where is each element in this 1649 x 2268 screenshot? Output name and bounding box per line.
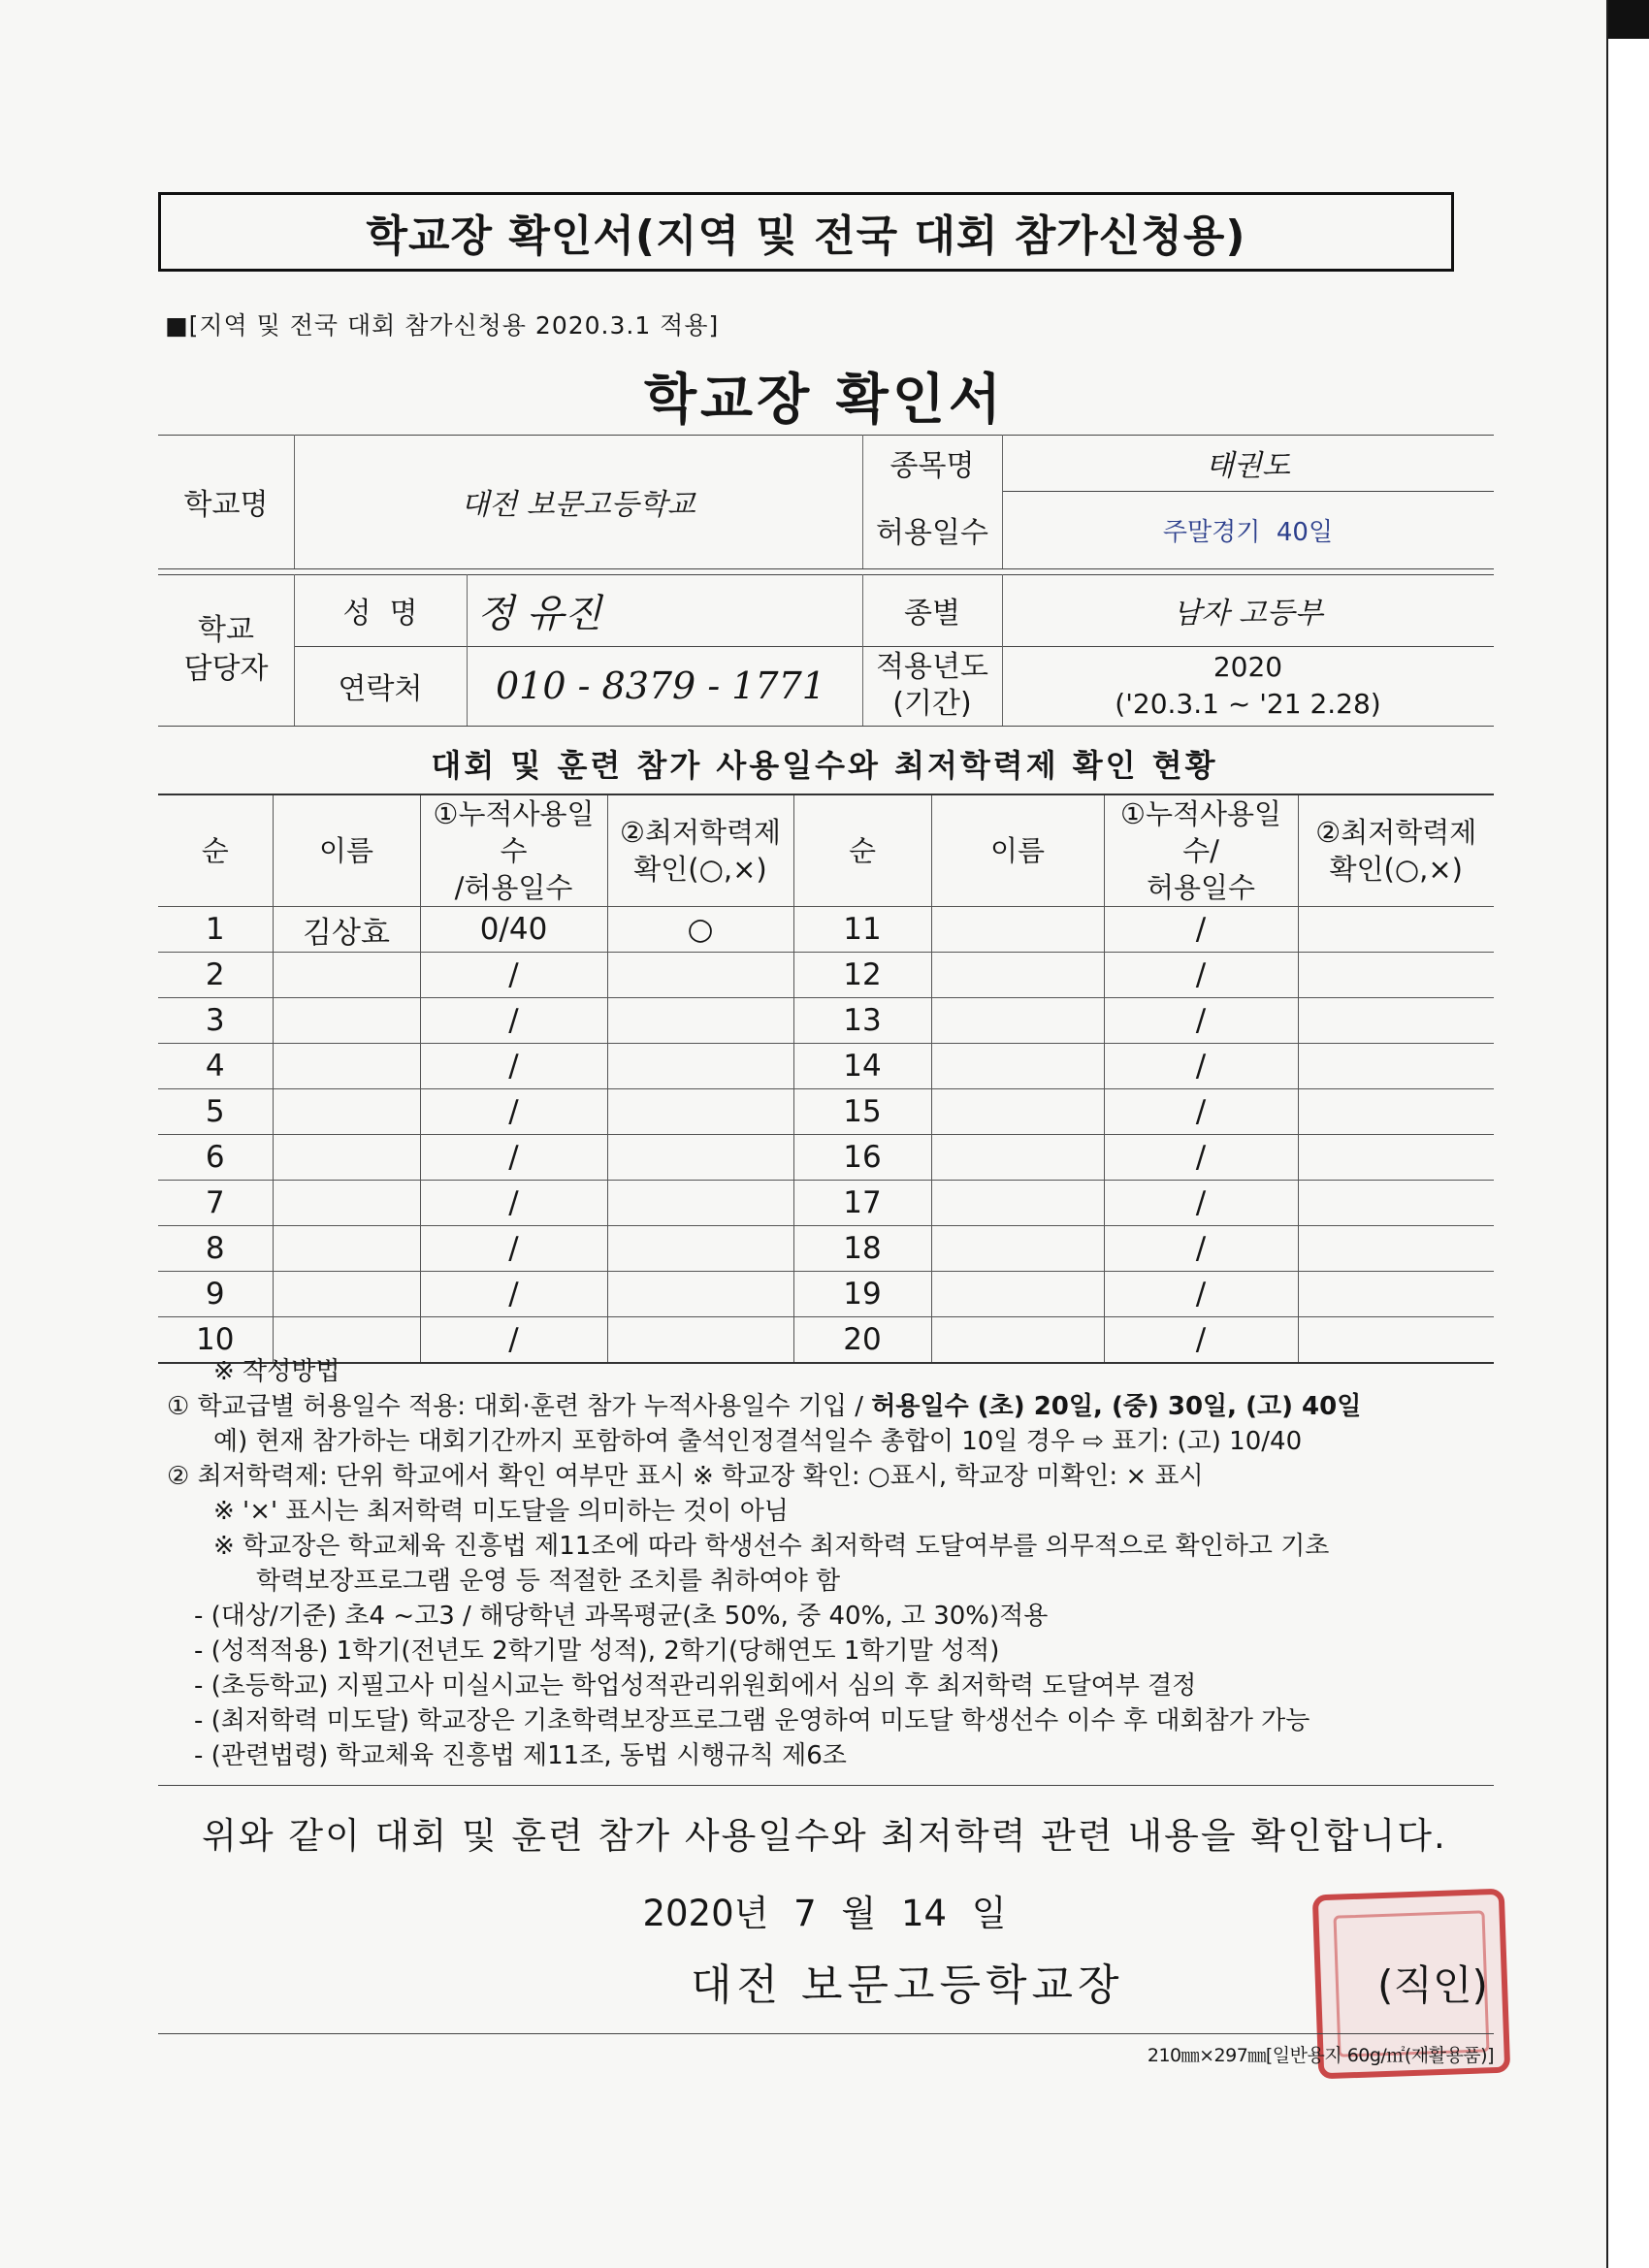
- academic-check: [1298, 1044, 1494, 1089]
- usage-days: /: [420, 1181, 607, 1226]
- note-1-text: ① 학교급별 허용일수 적용: 대회·훈련 참가 누적사용일수 기입 /: [167, 1392, 872, 1421]
- note-1: [167, 1389, 1505, 1424]
- student-name: [931, 1089, 1104, 1135]
- table-row: [158, 998, 1494, 1044]
- academic-check: [1298, 1181, 1494, 1226]
- usage-days: /: [1104, 907, 1298, 953]
- student-name: [273, 1044, 420, 1089]
- usage-days: /: [1104, 1272, 1298, 1317]
- detail-5: - (관련법령) 학교체육 진흥법 제11조, 동법 시행규칙 제6조: [194, 1741, 847, 1770]
- row-number: 16: [793, 1135, 931, 1181]
- academic-check: [607, 1272, 793, 1317]
- academic-check: [607, 1226, 793, 1272]
- table-row: [158, 1181, 1494, 1226]
- student-name: [931, 907, 1104, 953]
- instructions: [167, 1354, 1505, 1773]
- col-header-name-right: 이름: [931, 794, 1104, 907]
- usage-days: /: [420, 1317, 607, 1364]
- student-name: [273, 1272, 420, 1317]
- student-name: [931, 998, 1104, 1044]
- academic-check: [1298, 1272, 1494, 1317]
- table-row: [158, 907, 1494, 953]
- category-value: 남자 고등부: [1173, 597, 1323, 631]
- academic-check: [1298, 953, 1494, 998]
- row-number: 9: [158, 1272, 273, 1317]
- usage-table: [158, 794, 1494, 1364]
- student-name: [273, 1181, 420, 1226]
- usage-days: /: [1104, 1226, 1298, 1272]
- allowed-days-value: 주말경기 40일: [1162, 517, 1334, 547]
- info-table: [158, 435, 1494, 726]
- note-4: ※ 학교장은 학교체육 진흥법 제11조에 따라 학생선수 최저학력 도달여부를 의무적으로 확인하고 기초: [213, 1532, 1330, 1561]
- col-header-usage-right: ①누적사용일수/ 허용일수: [1104, 794, 1298, 907]
- student-name: [273, 1226, 420, 1272]
- row-number: 14: [793, 1044, 931, 1089]
- academic-check: [607, 1181, 793, 1226]
- academic-check: [607, 1089, 793, 1135]
- academic-check: [607, 1135, 793, 1181]
- row-number: 3: [158, 998, 273, 1044]
- student-name: [273, 953, 420, 998]
- academic-check: [1298, 907, 1494, 953]
- contact-label: 연락처: [338, 672, 423, 706]
- usage-days: /: [420, 1272, 607, 1317]
- school-name-value: 대전 보문고등학교: [461, 488, 695, 522]
- usage-days: /: [1104, 1089, 1298, 1135]
- student-name: [931, 1044, 1104, 1089]
- table-row: [158, 1272, 1494, 1317]
- table-row: [158, 1089, 1494, 1135]
- academic-check: [607, 953, 793, 998]
- contact-value: 010 - 8379 - 1771: [496, 664, 825, 707]
- row-number: 13: [793, 998, 931, 1044]
- confirmation-text: 위와 같이 대회 및 훈련 참가 사용일수와 최저학력 관련 내용을 확인합니다.: [202, 1815, 1447, 1857]
- row-number: 7: [158, 1181, 273, 1226]
- col-header-usage: ①누적사용일수 /허용일수: [420, 794, 607, 907]
- banner-title: 학교장 확인서(지역 및 전국 대회 참가신청용): [158, 192, 1454, 272]
- usage-days: /: [420, 1044, 607, 1089]
- usage-days: /: [420, 1135, 607, 1181]
- academic-check: [607, 1044, 793, 1089]
- table-row: [158, 953, 1494, 998]
- usage-table-title: 대회 및 훈련 참가 사용일수와 최저학력제 확인 현황: [431, 747, 1218, 784]
- row-number: 17: [793, 1181, 931, 1226]
- row-number: 4: [158, 1044, 273, 1089]
- usage-days: 0/40: [420, 907, 607, 953]
- detail-1: - (대상/기준) 초4 ~고3 / 해당학년 과목평균(초 50%, 중 40%, 고 30%)적용: [194, 1602, 1049, 1631]
- table-row: [158, 1044, 1494, 1089]
- note-2: ② 최저학력제: 단위 학교에서 확인 여부만 표시 ※ 학교장 확인: ○표시, 학교장 미확인: × 표시: [167, 1462, 1204, 1491]
- note-1-bold: 허용일수 (초) 20일, (중) 30일, (고) 40일: [871, 1392, 1362, 1421]
- note-3: ※ '×' 표시는 최저학력 미도달을 의미하는 것이 아님: [213, 1497, 789, 1526]
- row-number: 10: [158, 1317, 273, 1364]
- paper-spec: 210㎜×297㎜[일반용지 60g/㎡(재활용품)]: [1147, 2045, 1494, 2066]
- allowed-days-label: 허용일수: [876, 516, 988, 550]
- manager-label: 학교 담당자: [183, 613, 269, 686]
- col-header-name: 이름: [273, 794, 420, 907]
- seal-label: (직인): [1377, 1961, 1488, 2009]
- usage-days: /: [1104, 953, 1298, 998]
- category-label: 종별: [904, 597, 960, 631]
- notes-heading: ※ 작성방법: [213, 1357, 340, 1386]
- row-number: 15: [793, 1089, 931, 1135]
- detail-2: - (성적적용) 1학기(전년도 2학기말 성적), 2학기(당해연도 1학기말 성적): [194, 1636, 1000, 1666]
- principal-signature: 대전 보문고등학교장: [691, 1960, 1124, 2010]
- scan-corner: [1608, 0, 1649, 39]
- year-label: 적용년도 (기간): [876, 650, 988, 721]
- academic-check: [1298, 998, 1494, 1044]
- student-name: [273, 998, 420, 1044]
- student-name: [931, 1226, 1104, 1272]
- issue-date: 2020년 7 월 14 일: [642, 1893, 1007, 1934]
- col-header-no: 순: [158, 794, 273, 907]
- row-number: 5: [158, 1089, 273, 1135]
- note-1-example: 예) 현재 참가하는 대회기간까지 포함하여 출석인정결석일수 총합이 10일 경우 ⇨ 표기: (고) 10/40: [213, 1427, 1303, 1456]
- academic-check: [1298, 1089, 1494, 1135]
- col-header-check-right: ②최저학력제 확인(○,×): [1298, 794, 1494, 907]
- row-number: 1: [158, 907, 273, 953]
- academic-check: ○: [607, 907, 793, 953]
- usage-days: /: [1104, 1181, 1298, 1226]
- table-row: [158, 1226, 1494, 1272]
- school-name-label: 학교명: [183, 488, 269, 522]
- col-header-no-right: 순: [793, 794, 931, 907]
- row-number: 8: [158, 1226, 273, 1272]
- academic-check: [1298, 1226, 1494, 1272]
- sport-value: 태권도: [1206, 449, 1290, 483]
- person-name-label: 성 명: [342, 597, 418, 631]
- row-number: 20: [793, 1317, 931, 1364]
- usage-days: /: [420, 1226, 607, 1272]
- student-name: 김상효: [273, 907, 420, 953]
- usage-days: /: [1104, 1135, 1298, 1181]
- student-name: [931, 1135, 1104, 1181]
- row-number: 12: [793, 953, 931, 998]
- row-number: 18: [793, 1226, 931, 1272]
- detail-3: - (초등학교) 지필고사 미실시교는 학업성적관리위원회에서 심의 후 최저학력 도달여부 결정: [194, 1671, 1197, 1701]
- row-number: 11: [793, 907, 931, 953]
- usage-days: /: [420, 1089, 607, 1135]
- year-value: 2020 ('20.3.1 ~ '21 2.28): [1115, 651, 1381, 720]
- applicable-note: ■[지역 및 전국 대회 참가신청용 2020.3.1 적용]: [165, 311, 720, 340]
- table-row: [158, 1135, 1494, 1181]
- usage-days: /: [1104, 1317, 1298, 1364]
- student-name: [273, 1089, 420, 1135]
- academic-check: [607, 998, 793, 1044]
- student-name: [931, 1181, 1104, 1226]
- footer-divider: [158, 2033, 1494, 2034]
- academic-check: [1298, 1135, 1494, 1181]
- student-name: [931, 1272, 1104, 1317]
- sport-label: 종목명: [889, 449, 975, 483]
- row-number: 6: [158, 1135, 273, 1181]
- divider: [158, 1785, 1494, 1786]
- usage-days: /: [1104, 998, 1298, 1044]
- page-title: 학교장 확인서: [643, 369, 1006, 432]
- row-number: 2: [158, 953, 273, 998]
- usage-days: /: [420, 953, 607, 998]
- student-name: [273, 1135, 420, 1181]
- row-number: 19: [793, 1272, 931, 1317]
- usage-days: /: [420, 998, 607, 1044]
- detail-4: - (최저학력 미도달) 학교장은 기초학력보장프로그램 운영하여 미도달 학생선수 이수 후 대회참가 가능: [194, 1706, 1310, 1735]
- note-4-cont: 학력보장프로그램 운영 등 적절한 조치를 취하여야 함: [256, 1567, 841, 1596]
- student-name: [931, 953, 1104, 998]
- usage-days: /: [1104, 1044, 1298, 1089]
- person-name-value: 정 유진: [476, 591, 602, 636]
- col-header-check: ②최저학력제 확인(○,×): [607, 794, 793, 907]
